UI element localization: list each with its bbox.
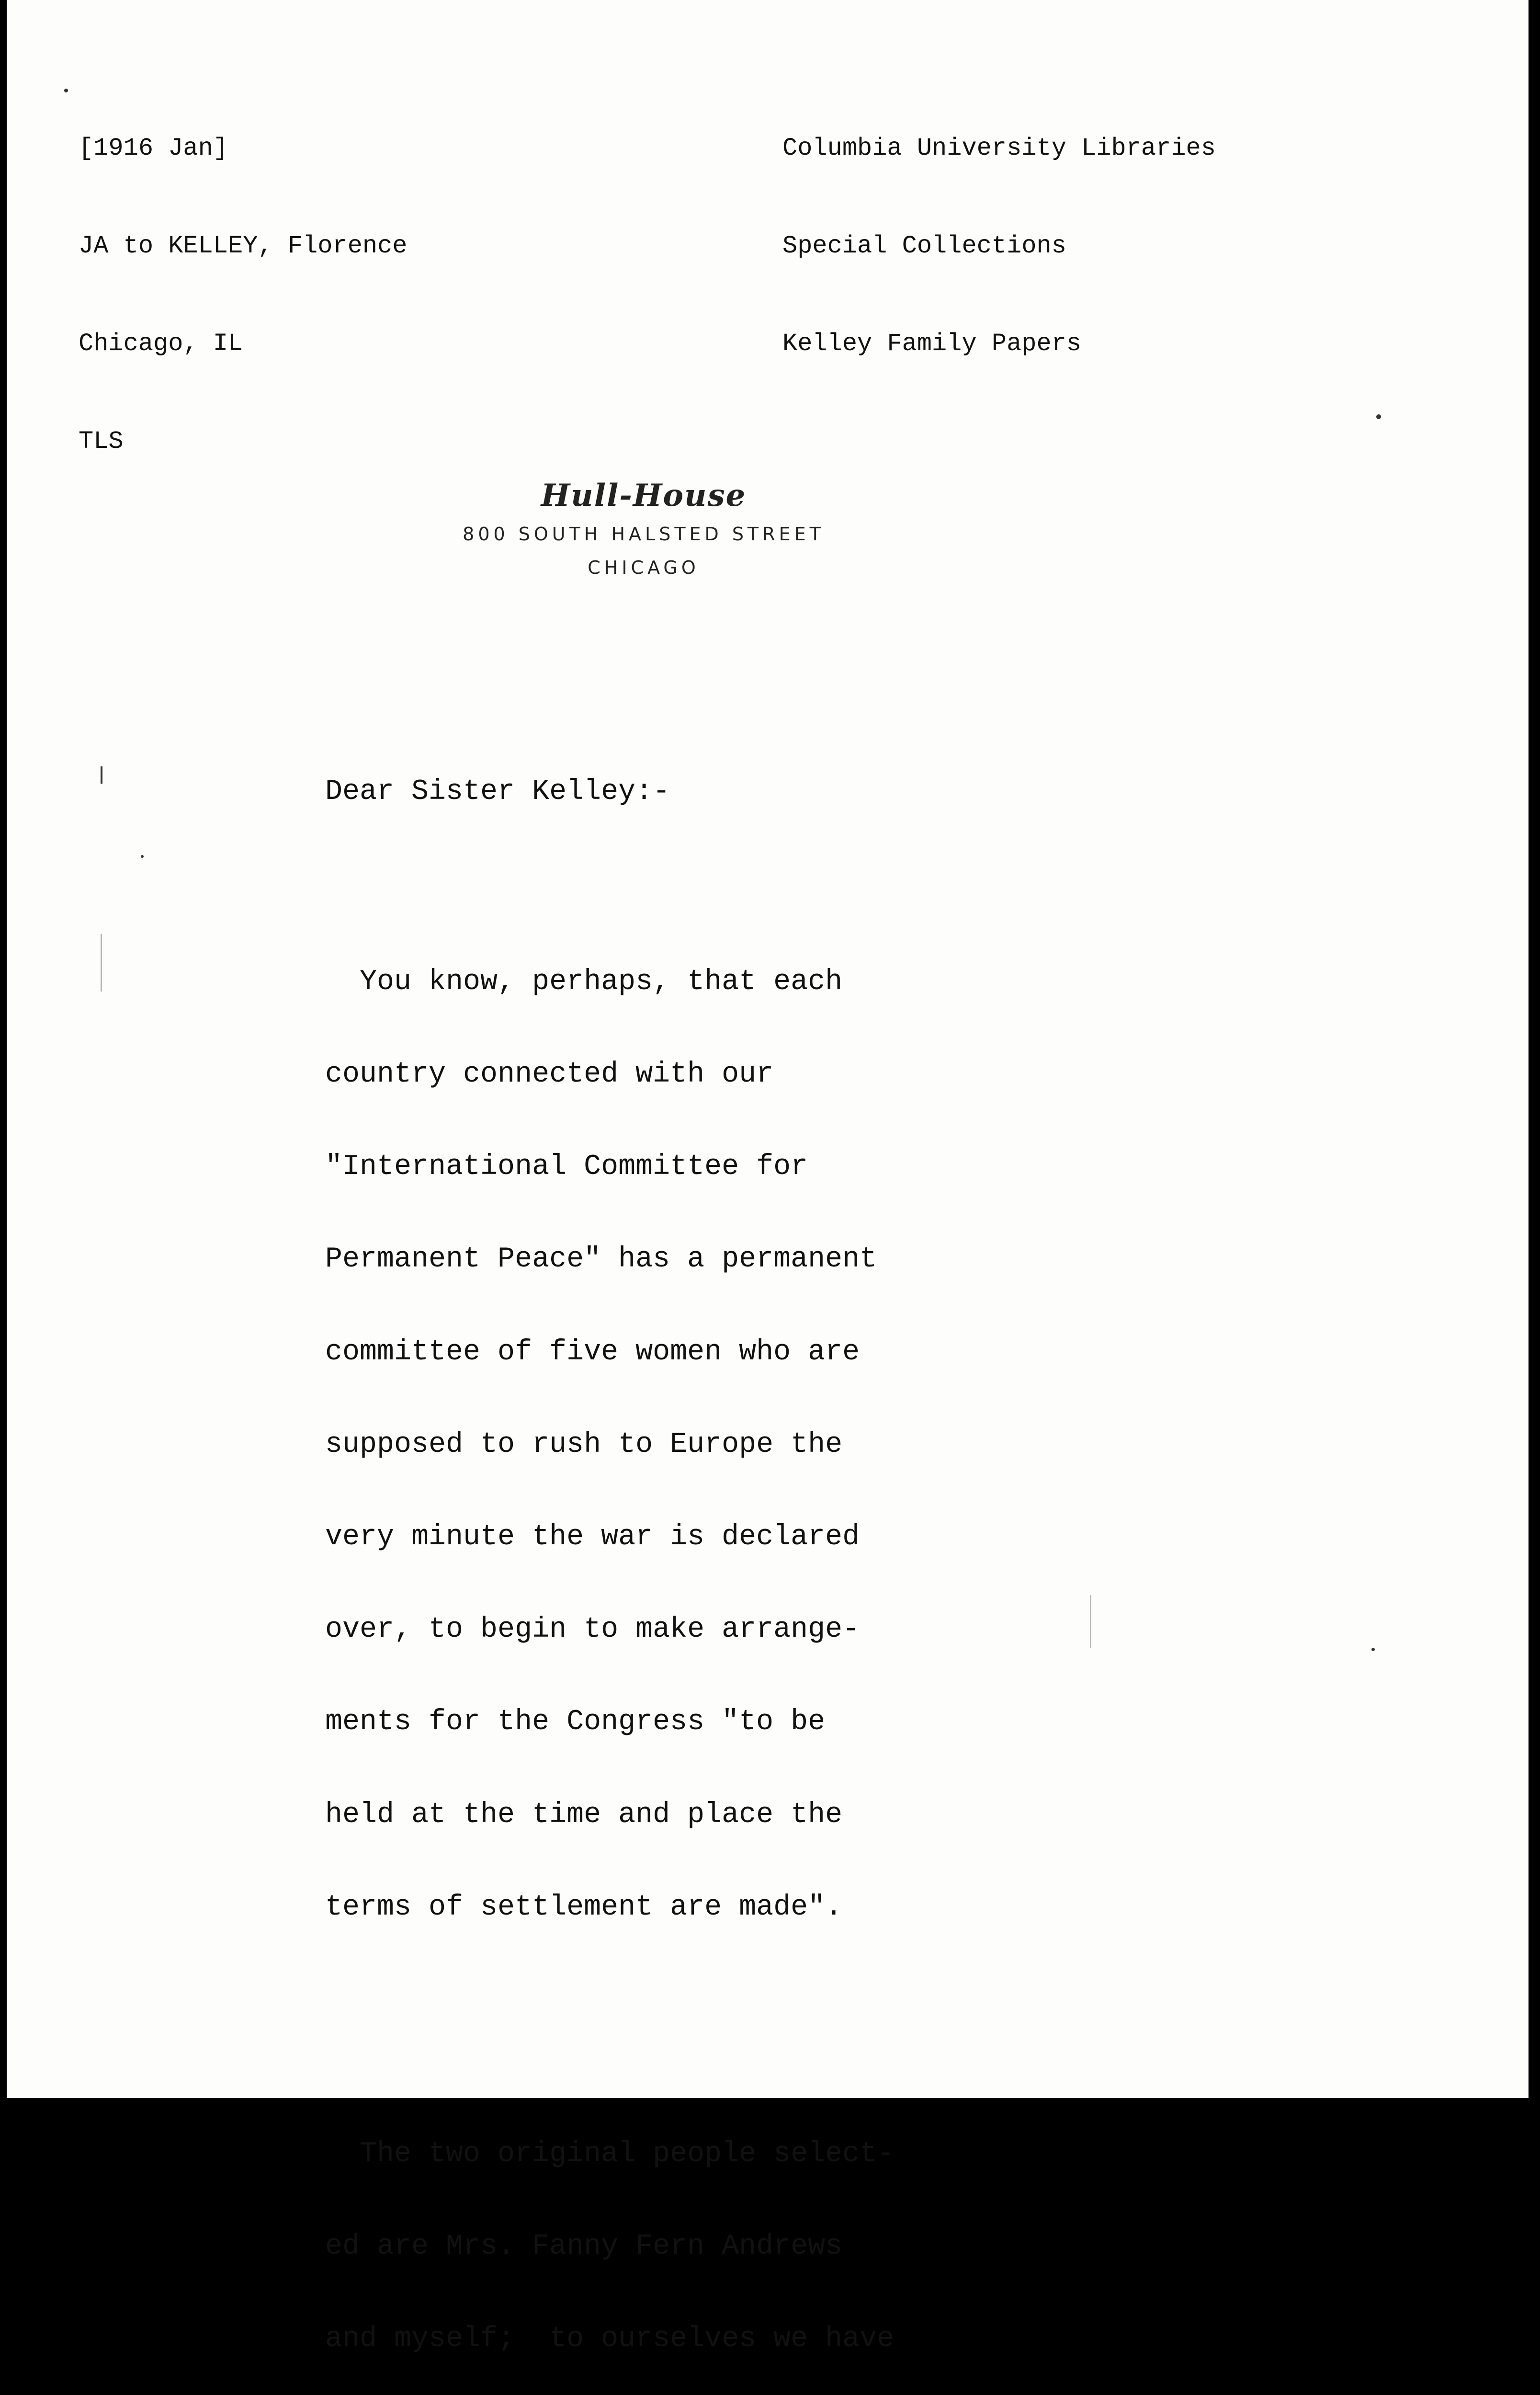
archive-location: Chicago, IL: [79, 330, 243, 358]
body-line: over, to begin to make arrange-: [325, 1613, 860, 1646]
archive-department: Special Collections: [782, 232, 1066, 260]
scan-tick: [1090, 1595, 1091, 1648]
letter-body: [325, 843, 946, 2395]
archive-metadata-left: [79, 67, 408, 523]
scan-speck: [141, 855, 144, 858]
body-line: The two original people select-: [325, 2137, 895, 2170]
scan-speck: [1371, 1648, 1375, 1651]
scan-speck: [64, 89, 68, 92]
salutation: Dear Sister Kelley:-: [325, 776, 670, 808]
body-line: country connected with our: [325, 1058, 774, 1091]
archive-collection: Kelley Family Papers: [782, 330, 1082, 358]
archive-date: [1916 Jan]: [79, 134, 228, 162]
letterhead-street: 800 SOUTH HALSTED STREET: [463, 524, 825, 545]
body-line: and myself; to ourselves we have: [325, 2323, 895, 2356]
paragraph-2: [325, 2077, 946, 2395]
body-line: committee of five women who are: [325, 1335, 860, 1369]
body-line: ments for the Congress "to be: [325, 1706, 826, 1739]
body-line: ed are Mrs. Fanny Fern Andrews: [325, 2230, 843, 2263]
body-line: very minute the war is declared: [325, 1520, 860, 1553]
letterhead-city: CHICAGO: [588, 557, 700, 578]
paragraph-1: [325, 905, 946, 1984]
body-line: Permanent Peace" has a permanent: [325, 1243, 877, 1276]
letterhead-name: Hull-House: [541, 478, 747, 513]
archive-repository: Columbia University Libraries: [782, 134, 1216, 162]
archive-metadata-right: [782, 67, 1216, 425]
scan-tick: [101, 766, 102, 784]
body-line: terms of settlement are made".: [325, 1891, 843, 1924]
body-line: "International Committee for: [325, 1151, 808, 1184]
body-line: You know, perhaps, that each: [325, 965, 843, 998]
letter-sheet: [7, 0, 1529, 2356]
body-line: held at the time and place the: [325, 1798, 843, 1831]
archive-doc-type: TLS: [79, 427, 124, 456]
letterhead: [380, 474, 907, 584]
scan-tick: [101, 934, 102, 992]
body-line: supposed to rush to Europe the: [325, 1428, 843, 1461]
archive-correspondents: JA to KELLEY, Florence: [79, 232, 408, 260]
scan-speck: [1376, 414, 1381, 419]
